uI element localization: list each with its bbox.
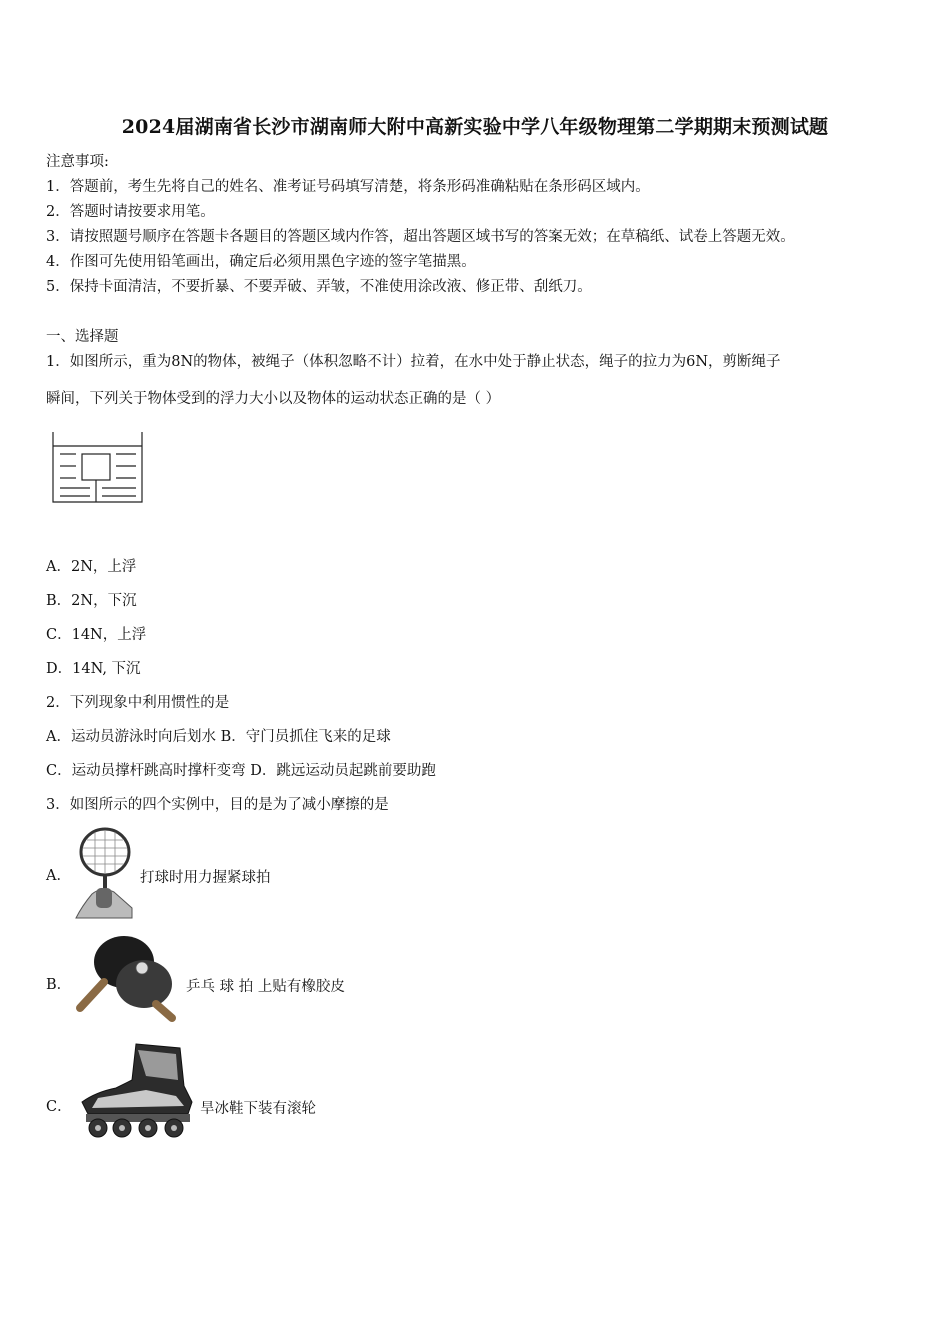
notice-heading: 注意事项: (46, 154, 109, 170)
q3-option-a-label: A． (46, 868, 71, 884)
notice-item: 1．答题前，考生先将自己的姓名、准考证号码填写清楚，将条形码准确粘贴在条形码区域内。 (46, 179, 650, 195)
ping-pong-paddle-icon (72, 934, 184, 1022)
question-2-stem: 2．下列现象中利用惯性的是 (46, 695, 230, 711)
page-title: 2024届湖南省长沙市湖南师大附中高新实验中学八年级物理第二学期期末预测试题 (121, 116, 829, 138)
question-1-stem: 1．如图所示，重为8N的物体，被绳子（体积忽略不计）拉着，在水中处于静止状态，绳子的拉力为6N，剪断绳子 (46, 354, 781, 370)
q1-option-c: C．14N，上浮 (46, 627, 147, 643)
section-heading: 一、选择题 (46, 329, 119, 345)
q2-options-row-1: A．运动员游泳时向后划水 B．守门员抓住飞来的足球 (46, 729, 391, 745)
tennis-racket-icon (72, 826, 138, 920)
q1-option-a: A．2N，上浮 (46, 559, 137, 575)
q1-option-b: B．2N，下沉 (46, 593, 137, 609)
notice-item: 4．作图可先使用铅笔画出，确定后必须用黑色字迹的签字笔描黑。 (46, 254, 476, 270)
q3-option-b-label: B． (46, 977, 72, 993)
q1-option-d: D．14N, 下沉 (46, 661, 141, 677)
q3-option-a-text: 打球时用力握紧球拍 (140, 870, 271, 886)
q3-option-b-text: 乒乓 球 拍 上贴有橡胶皮 (186, 979, 345, 995)
roller-skate-icon (76, 1040, 198, 1140)
q2-options-row-2: C．运动员撑杆跳高时撑杆变弯 D．跳远运动员起跳前要助跑 (46, 763, 436, 779)
q3-option-c-text: 旱冰鞋下装有滚轮 (200, 1101, 316, 1117)
notice-item: 3．请按照题号顺序在答题卡各题目的答题区域内作答，超出答题区域书写的答案无效；在草稿纸、试卷上答题无效。 (46, 229, 795, 245)
notice-item: 5．保持卡面清洁，不要折暴、不要弄破、弄皱，不准使用涂改液、修正带、刮纸刀。 (46, 279, 592, 295)
question-3-stem: 3．如图所示的四个实例中，目的是为了减小摩擦的是 (46, 797, 389, 813)
question-1-stem-cont: 瞬间，下列关于物体受到的浮力大小以及物体的运动状态正确的是（ ） (46, 391, 501, 407)
beaker-diagram-icon (50, 430, 146, 504)
q3-option-c-label: C． (46, 1099, 72, 1115)
notice-item: 2．答题时请按要求用笔。 (46, 204, 215, 220)
